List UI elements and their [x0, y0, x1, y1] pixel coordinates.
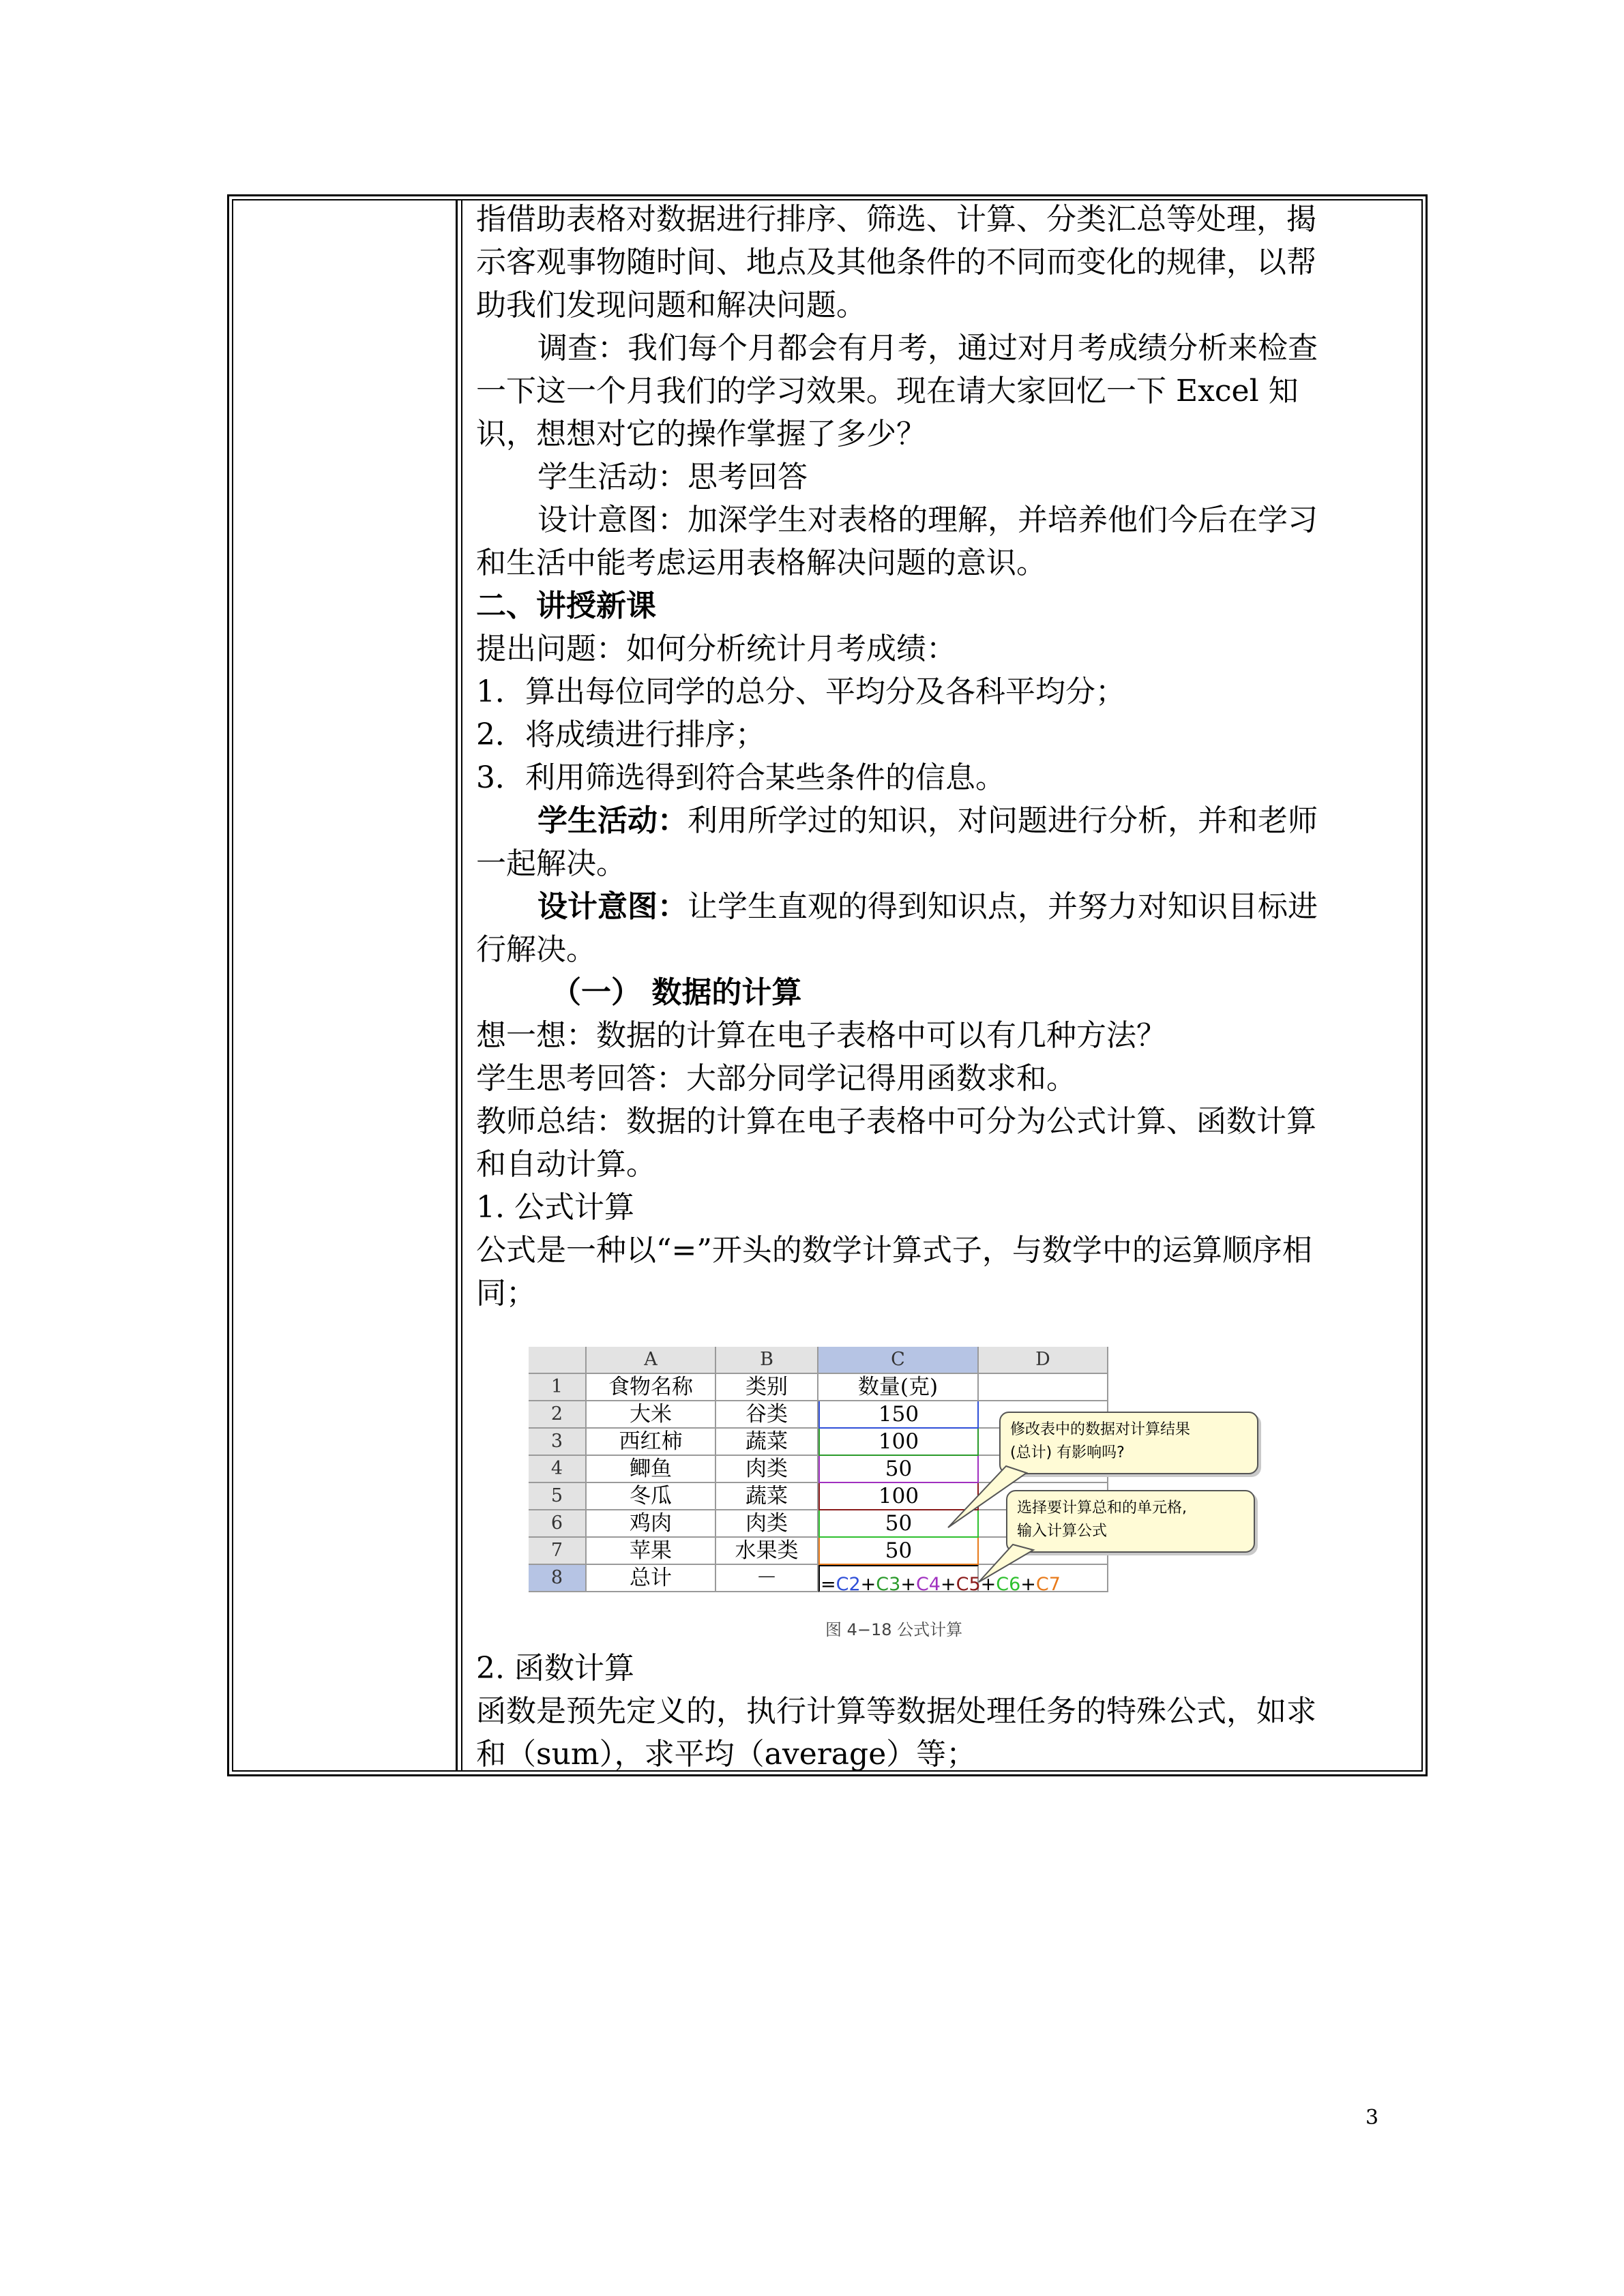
formula-part: =: [821, 1574, 836, 1595]
section-heading: 二、讲授新课: [476, 588, 656, 623]
table-cell: 总计: [587, 1565, 716, 1592]
formula-part: C6: [996, 1574, 1021, 1595]
table-cell: 肉类: [716, 1456, 818, 1483]
row-header: 1: [529, 1374, 587, 1401]
text-line: 识，想想对它的操作掌握了多少？: [476, 417, 926, 451]
text-line: 函数是预先定义的，执行计算等数据处理任务的特殊公式，如求: [476, 1694, 1316, 1729]
callout-pointers: [529, 1347, 1108, 1598]
text-line: 一起解决。: [476, 846, 626, 881]
text-line: 一下这一个月我们的学习效果。现在请大家回忆一下 Excel 知: [476, 374, 1299, 408]
table-cell: 鲫鱼: [587, 1456, 716, 1483]
bold-label: 设计意图：: [537, 889, 688, 924]
formula-part: C3: [876, 1574, 901, 1595]
table-cell: 苹果: [587, 1538, 716, 1565]
callout-text: (总计) 有影响吗?: [1010, 1444, 1125, 1461]
row-header: 3: [529, 1429, 587, 1456]
table-cell: 数量(克): [818, 1374, 979, 1401]
formula-part: C4: [915, 1574, 941, 1595]
text-line: 示客观事物随时间、地点及其他条件的不同而变化的规律，以帮: [476, 245, 1316, 280]
text-line: 想一想：数据的计算在电子表格中可以有几种方法？: [476, 1018, 1166, 1053]
list-item: 1．算出每位同学的总分、平均分及各科平均分；: [476, 674, 1125, 709]
list-item: 2．将成绩进行排序；: [476, 717, 765, 752]
table-cell: 肉类: [716, 1510, 818, 1538]
bold-label: 学生活动：: [537, 803, 688, 838]
formula-part: +: [980, 1574, 996, 1595]
text-line: 同；: [476, 1276, 536, 1311]
text-line: 行解决。: [476, 932, 596, 967]
subsection-heading: （一） 数据的计算: [551, 975, 802, 1010]
table-cell: 蔬菜: [716, 1483, 818, 1510]
table-cell: 蔬菜: [716, 1429, 818, 1456]
text-line: 和生活中能考虑运用表格解决问题的意识。: [476, 546, 1046, 580]
table-cell: 150: [818, 1401, 979, 1429]
column-divider: [456, 199, 458, 1772]
table-cell: 50: [818, 1456, 979, 1483]
row-header: 7: [529, 1538, 587, 1565]
text-line: 和（sum），求平均（average）等；: [476, 1737, 977, 1772]
table-cell: 西红柿: [587, 1429, 716, 1456]
text-line: 指借助表格对数据进行排序、筛选、计算、分类汇总等处理，揭: [476, 202, 1316, 237]
callout-text: 输入计算公式: [1017, 1523, 1108, 1540]
column-header: B: [716, 1347, 818, 1374]
text-line: [476, 885, 1398, 928]
column-header: A: [587, 1347, 716, 1374]
callout-pointer: [979, 1545, 1033, 1582]
formula-part: C2: [836, 1574, 861, 1595]
text-line: 2. 函数计算: [476, 1651, 634, 1686]
column-header: C: [818, 1347, 979, 1374]
formula-part: +: [1020, 1574, 1036, 1595]
text-line: 1. 公式计算: [476, 1190, 634, 1225]
formula-part: +: [900, 1574, 916, 1595]
table-cell: 食物名称: [587, 1374, 716, 1401]
row-header: 8: [529, 1565, 587, 1592]
row-header: 5: [529, 1483, 587, 1510]
table-cell: 冬瓜: [587, 1483, 716, 1510]
text-line: 助我们发现问题和解决问题。: [476, 288, 866, 323]
formula-part: C7: [1035, 1574, 1061, 1595]
formula-part: +: [940, 1574, 956, 1595]
row-header: 6: [529, 1510, 587, 1538]
text-line: 学生思考回答：大部分同学记得用函数求和。: [476, 1061, 1076, 1096]
table-cell: 大米: [587, 1401, 716, 1429]
text-line: 教师总结：数据的计算在电子表格中可分为公式计算、函数计算: [476, 1104, 1316, 1139]
column-header: D: [979, 1347, 1108, 1374]
figure-caption: 图 4−18 公式计算: [825, 1620, 963, 1639]
table-cell: 50: [818, 1538, 979, 1565]
formula-part: +: [860, 1574, 876, 1595]
text-span: 利用所学过的知识，对问题进行分析，并和老师: [688, 803, 1318, 838]
text-span: 让学生直观的得到知识点，并努力对知识目标进: [688, 889, 1318, 924]
lesson-content: [476, 198, 1398, 1315]
text-line: 提出问题：如何分析统计月考成绩：: [476, 631, 956, 666]
callout-text: 修改表中的数据对计算结果: [1010, 1421, 1191, 1438]
table-cell: －: [716, 1565, 818, 1592]
callout-text: 选择要计算总和的单元格,: [1017, 1500, 1187, 1517]
text-line: 调查：我们每个月都会有月考，通过对月考成绩分析来检查: [537, 331, 1318, 366]
table-cell: 鸡肉: [587, 1510, 716, 1538]
callout-pointer: [948, 1466, 1027, 1527]
table-cell: 100: [818, 1483, 979, 1510]
row-header: 2: [529, 1401, 587, 1429]
text-line: [476, 799, 1398, 842]
list-item: 3．利用筛选得到符合某些条件的信息。: [476, 760, 1005, 795]
table-cell: 类别: [716, 1374, 818, 1401]
column-divider: [461, 199, 462, 1772]
row-header: 4: [529, 1456, 587, 1483]
page-number: 3: [1365, 2106, 1379, 2130]
text-line: 公式是一种以“=”开头的数学计算式子，与数学中的运算顺序相: [476, 1233, 1312, 1268]
text-line: 和自动计算。: [476, 1147, 656, 1182]
text-line: 设计意图：加深学生对表格的理解，并培养他们今后在学习: [537, 503, 1318, 537]
table-cell: 50: [818, 1510, 979, 1538]
table-cell: 100: [818, 1429, 979, 1456]
spreadsheet-figure: [529, 1347, 1191, 1598]
text-line: 学生活动：思考回答: [537, 460, 808, 494]
formula-part: C5: [956, 1574, 981, 1595]
table-cell: 谷类: [716, 1401, 818, 1429]
table-cell: 水果类: [716, 1538, 818, 1565]
lesson-content-continued: [476, 1647, 1398, 1776]
